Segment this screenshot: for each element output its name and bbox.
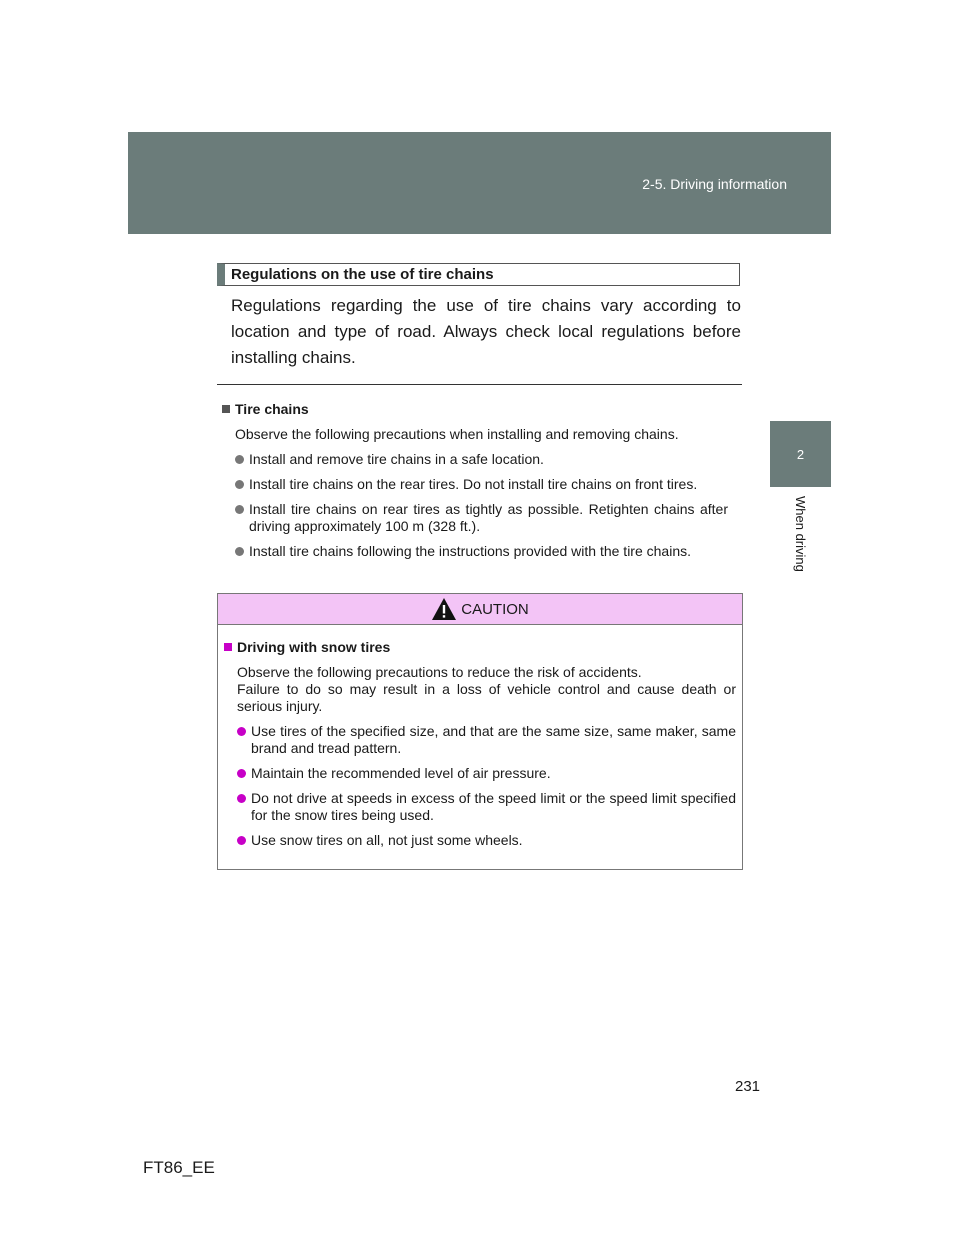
list-item — [237, 832, 736, 849]
chapter-label-text: When driving — [793, 496, 808, 572]
list-item-text: Use snow tires on all, not just some wheels. — [251, 832, 523, 848]
caution-header — [218, 594, 742, 625]
square-bullet-icon — [224, 643, 232, 651]
chapter-label — [770, 492, 831, 582]
tire-chains-text: Observe the following precautions when installing and removing chains. — [235, 426, 679, 442]
divider — [217, 384, 742, 385]
list-item-text: Use tires of the specified size, and that are the same size, same maker, same brand and tread pattern. — [251, 723, 736, 756]
list-item — [235, 501, 728, 535]
section-intro: Regulations regarding the use of tire chains vary according to location and type of road. Always check local regulations before installing chains. — [231, 296, 741, 367]
section-breadcrumb: 2-5. Driving information — [642, 176, 787, 192]
caution-text — [237, 664, 736, 715]
bullet-dot-icon — [235, 505, 244, 514]
bullet-dot-icon — [237, 727, 246, 736]
list-item-text: Maintain the recommended level of air pressure. — [251, 765, 551, 781]
bullet-dot-icon — [235, 547, 244, 556]
tire-chains-title: Tire chains — [235, 401, 309, 417]
caution-label: CAUTION — [461, 600, 529, 618]
section-title: Regulations on the use of tire chains — [217, 263, 740, 286]
list-item-text: Install tire chains on the rear tires. Do not install tire chains on front tires. — [249, 476, 698, 492]
list-item-text: Install tire chains on rear tires as tightly as possible. Retighten chains after driving approximately 100 m (328 ft.). — [249, 501, 728, 534]
list-item-text: Install tire chains following the instructions provided with the tire chains. — [249, 543, 691, 559]
page-number: 231 — [735, 1078, 761, 1095]
document-code: FT86_EE — [143, 1158, 215, 1177]
caution-body — [218, 625, 742, 849]
list-item — [235, 543, 728, 560]
caution-heading — [224, 639, 736, 655]
warning-triangle-icon — [431, 597, 457, 621]
header-band — [128, 132, 831, 234]
bullet-dot-icon — [237, 769, 246, 778]
list-item — [235, 451, 728, 468]
bullet-dot-icon — [235, 455, 244, 464]
caution-text-line: Failure to do so may result in a loss of vehicle control and cause death or serious injury. — [237, 681, 736, 714]
tire-chains-heading — [222, 401, 728, 417]
square-bullet-icon — [222, 405, 230, 413]
tire-chains-notes — [222, 401, 728, 560]
bullet-dot-icon — [237, 836, 246, 845]
list-item — [237, 765, 736, 782]
chapter-number: 2 — [796, 446, 805, 462]
caution-text-line: Observe the following precautions to reduce the risk of accidents. — [237, 664, 642, 680]
list-item-text: Install and remove tire chains in a safe location. — [249, 451, 544, 467]
bullet-dot-icon — [235, 480, 244, 489]
list-item — [237, 723, 736, 757]
chapter-tab — [770, 421, 831, 487]
list-item — [235, 476, 728, 493]
caution-box — [217, 593, 743, 870]
bullet-dot-icon — [237, 794, 246, 803]
list-item-text: Do not drive at speeds in excess of the speed limit or the speed limit specified for the snow tires being used. — [251, 790, 736, 823]
list-item — [237, 790, 736, 824]
caution-title: Driving with snow tires — [237, 639, 391, 655]
